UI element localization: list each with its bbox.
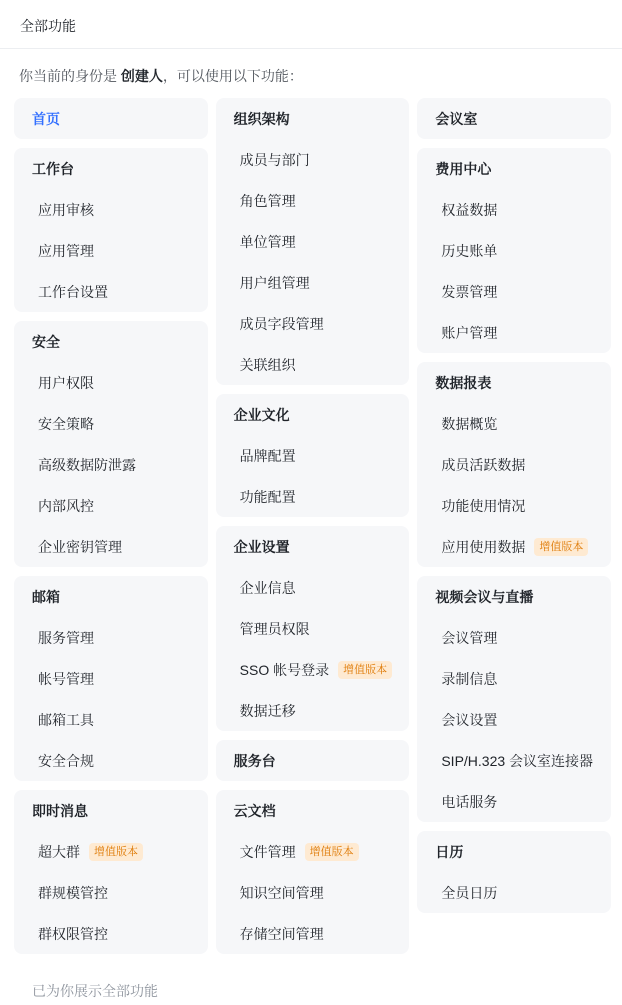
feature-item[interactable]	[234, 303, 400, 344]
feature-item-label: 应用审核	[38, 201, 94, 218]
feature-item[interactable]	[234, 180, 400, 221]
feature-item-label: 账户管理	[441, 324, 498, 341]
feature-item-label: 文件管理	[239, 843, 296, 860]
feature-item-label: 工作台设置	[38, 283, 108, 300]
feature-item-label: 应用使用数据	[441, 538, 526, 555]
feature-item[interactable]	[435, 230, 601, 271]
feature-item-label: 角色管理	[239, 192, 296, 209]
feature-item[interactable]	[435, 271, 601, 312]
feature-item[interactable]	[234, 344, 400, 385]
feature-card	[14, 576, 208, 781]
feature-item[interactable]	[234, 831, 400, 872]
feature-item[interactable]	[234, 913, 400, 954]
feature-item[interactable]	[234, 690, 400, 731]
feature-item[interactable]	[32, 526, 198, 567]
feature-item-label: 发票管理	[441, 283, 498, 300]
feature-card-header: 视频会议与直播	[435, 588, 534, 605]
feature-item[interactable]	[32, 617, 198, 658]
feature-card	[14, 790, 208, 954]
feature-item-label: 成员与部门	[239, 151, 310, 168]
feature-card-header: 日历	[435, 843, 464, 860]
grid-column-1	[14, 98, 208, 954]
grid-column-2	[216, 98, 410, 954]
intro-suffix: ，可以使用以下功能：	[162, 68, 303, 84]
feature-item[interactable]	[234, 567, 400, 608]
feature-item[interactable]	[435, 444, 601, 485]
feature-item-label: 企业信息	[239, 579, 296, 596]
feature-item-label: 全员日历	[441, 884, 498, 901]
feature-item[interactable]	[32, 444, 198, 485]
feature-item-label: 权益数据	[441, 201, 498, 218]
feature-item-label: 数据概览	[441, 415, 498, 432]
feature-item[interactable]	[32, 740, 198, 781]
value-added-badge: 增值版本	[338, 661, 392, 679]
feature-item-label: 关联组织	[239, 356, 296, 373]
feature-item-label: 会议设置	[441, 711, 498, 728]
feature-item-label: 成员字段管理	[239, 315, 324, 332]
feature-card	[417, 98, 611, 139]
feature-item-label: 单位管理	[239, 233, 296, 250]
feature-item-label: 管理员权限	[239, 620, 310, 637]
feature-item-label: 品牌配置	[239, 447, 296, 464]
feature-item-label: 内部风控	[38, 497, 94, 514]
feature-item-label: 成员活跃数据	[441, 456, 526, 473]
feature-item-label: SSO 帐号登录	[239, 661, 330, 678]
feature-item[interactable]	[32, 271, 198, 312]
feature-card-header: 安全	[32, 333, 60, 350]
feature-item-label: 录制信息	[441, 670, 498, 687]
feature-item[interactable]	[32, 362, 198, 403]
feature-card	[216, 740, 410, 781]
feature-item[interactable]	[234, 476, 400, 517]
feature-card-header: 工作台	[32, 160, 74, 177]
feature-item-label: 帐号管理	[38, 670, 94, 687]
feature-card	[216, 98, 410, 385]
feature-item-label: 安全合规	[38, 752, 94, 769]
feature-item-label: 功能配置	[239, 488, 296, 505]
feature-item[interactable]	[435, 312, 601, 353]
feature-item[interactable]	[435, 699, 601, 740]
feature-item[interactable]	[32, 189, 198, 230]
feature-item[interactable]	[32, 485, 198, 526]
page-title: 全部功能	[20, 18, 76, 34]
feature-item-label: 数据迁移	[239, 702, 296, 719]
feature-item-label: 功能使用情况	[441, 497, 526, 514]
feature-card-header: 即时消息	[32, 802, 88, 819]
feature-item-label: 电话服务	[441, 793, 498, 810]
feature-item-label: 群权限管控	[38, 925, 108, 942]
feature-item[interactable]	[234, 608, 400, 649]
feature-card-header: 企业文化	[233, 406, 290, 423]
value-added-badge: 增值版本	[534, 538, 588, 556]
feature-item[interactable]	[234, 872, 400, 913]
feature-item-label: 安全策略	[38, 415, 94, 432]
feature-card-header: 云文档	[233, 802, 276, 819]
feature-card	[417, 831, 611, 913]
feature-card	[14, 148, 208, 312]
feature-item[interactable]	[32, 403, 198, 444]
intro-prefix: 你当前的身份是	[19, 68, 121, 84]
feature-item[interactable]	[435, 526, 601, 567]
feature-item[interactable]	[234, 262, 400, 303]
feature-item[interactable]	[435, 403, 601, 444]
identity-intro	[19, 66, 602, 86]
feature-item[interactable]	[32, 658, 198, 699]
feature-card	[417, 148, 611, 353]
feature-item[interactable]	[435, 658, 601, 699]
value-added-badge: 增值版本	[305, 843, 359, 861]
feature-card	[216, 394, 410, 517]
feature-item-label: 高级数据防泄露	[38, 456, 136, 473]
feature-item-label: 企业密钥管理	[38, 538, 122, 555]
feature-item[interactable]	[435, 485, 601, 526]
feature-card-header[interactable]: 服务台	[233, 752, 276, 769]
footer-note: 已为你展示全部功能	[32, 983, 158, 999]
feature-card-header: 组织架构	[233, 110, 290, 127]
feature-item[interactable]	[435, 617, 601, 658]
feature-item[interactable]	[234, 221, 400, 262]
feature-item[interactable]	[32, 872, 198, 913]
feature-item-label: 用户组管理	[239, 274, 310, 291]
feature-item[interactable]	[234, 139, 400, 180]
feature-item-label: 存储空间管理	[239, 925, 324, 942]
feature-grid	[14, 98, 611, 954]
feature-card	[14, 98, 208, 139]
feature-item-label: 应用管理	[38, 242, 94, 259]
feature-card-header: 数据报表	[435, 374, 492, 391]
feature-item[interactable]	[32, 699, 198, 740]
feature-item-label: 会议管理	[441, 629, 498, 646]
feature-item-label: SIP/H.323 会议室连接器	[441, 752, 594, 769]
feature-item[interactable]	[32, 913, 198, 954]
feature-card	[417, 576, 611, 822]
page-header	[0, 0, 622, 49]
feature-item-label: 历史账单	[441, 242, 498, 259]
feature-item[interactable]	[32, 831, 198, 872]
feature-item[interactable]	[234, 435, 400, 476]
feature-card	[216, 790, 410, 954]
feature-card-header: 邮箱	[32, 588, 60, 605]
feature-item-label: 知识空间管理	[239, 884, 324, 901]
feature-item[interactable]	[234, 649, 400, 690]
value-added-badge: 增值版本	[89, 843, 143, 861]
current-role: 创建人	[120, 68, 163, 84]
feature-item-label: 服务管理	[38, 629, 94, 646]
grid-column-3	[417, 98, 611, 954]
feature-item[interactable]	[435, 872, 601, 913]
feature-item-label: 群规模管控	[38, 884, 108, 901]
feature-item[interactable]	[435, 740, 601, 781]
feature-card-header: 费用中心	[435, 160, 492, 177]
feature-card	[216, 526, 410, 731]
feature-card	[417, 362, 611, 567]
feature-item[interactable]	[435, 189, 601, 230]
feature-item-label: 邮箱工具	[38, 711, 94, 728]
feature-card	[14, 321, 208, 567]
feature-card-header: 企业设置	[233, 538, 290, 555]
home-link[interactable]: 首页	[32, 110, 60, 127]
feature-item-label: 用户权限	[38, 374, 94, 391]
feature-item[interactable]	[32, 230, 198, 271]
feature-card-header[interactable]: 会议室	[435, 110, 478, 127]
feature-item[interactable]	[435, 781, 601, 822]
feature-item-label: 超大群	[38, 843, 80, 860]
